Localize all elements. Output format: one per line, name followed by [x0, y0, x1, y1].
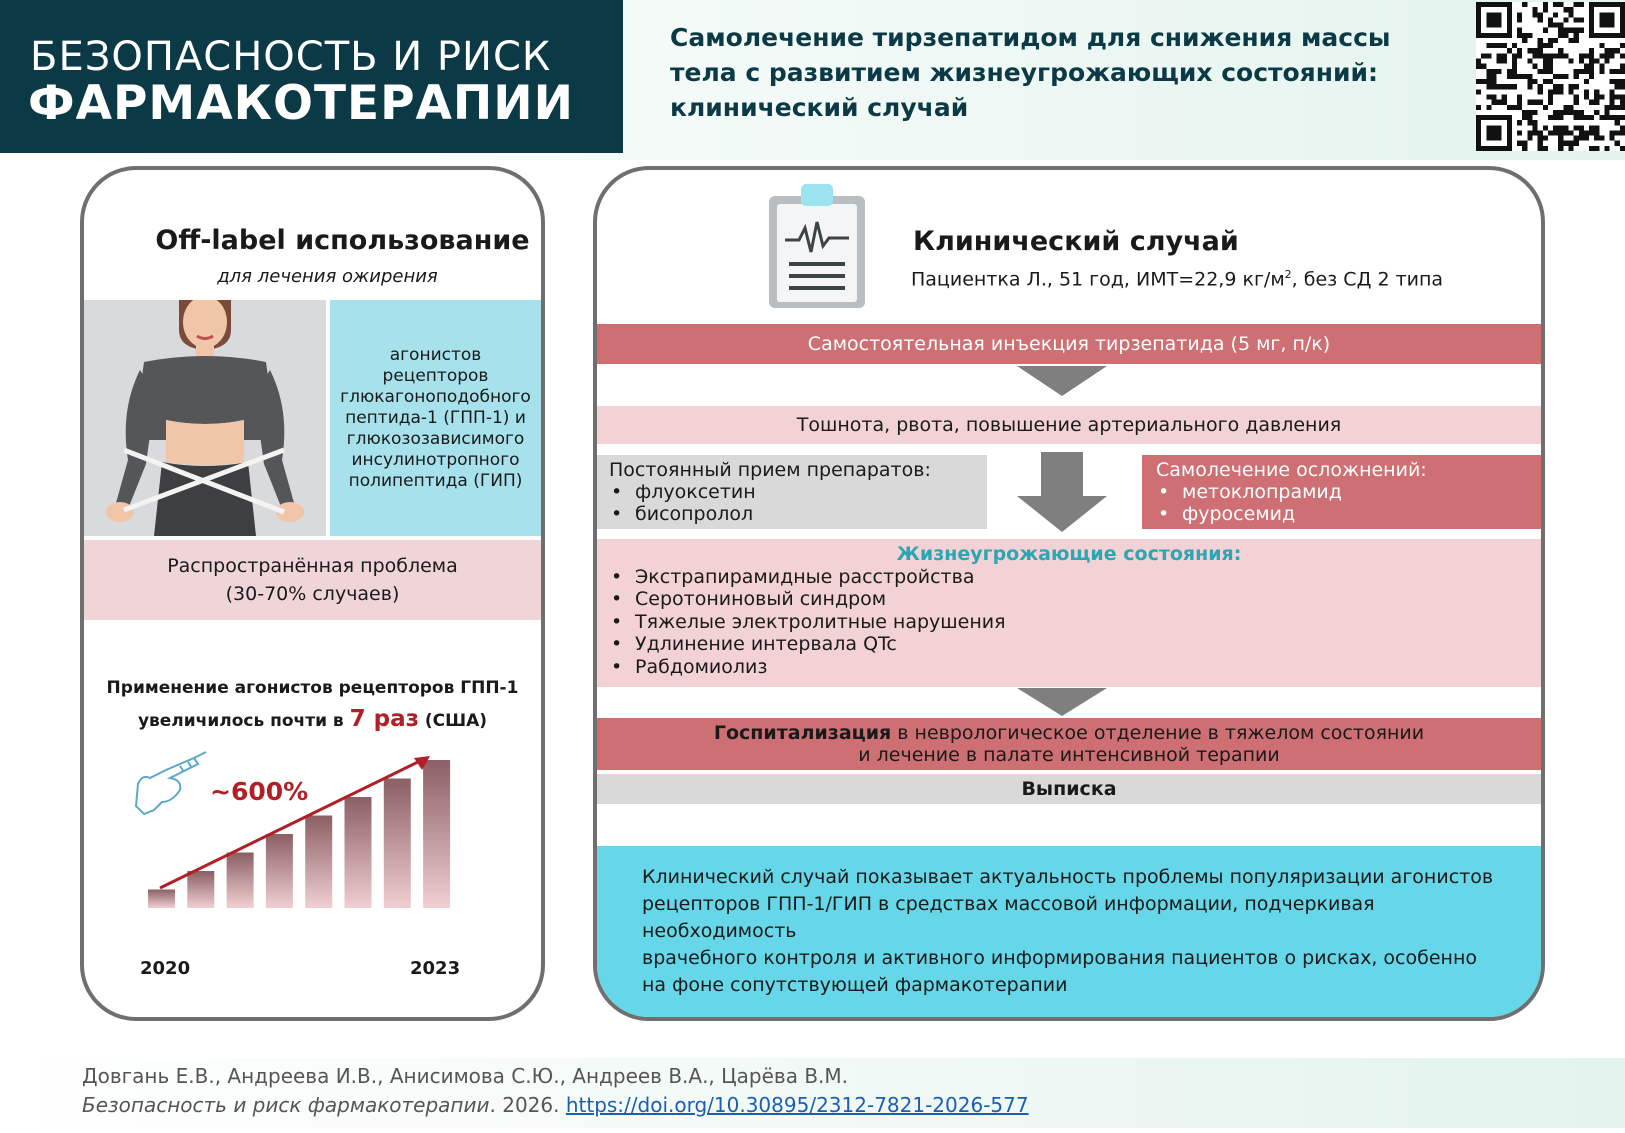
- self-item: • фуросемид: [1156, 503, 1528, 525]
- citation-year: . 2026.: [489, 1093, 566, 1117]
- meds-title: Постоянный прием препаратов:: [609, 459, 931, 481]
- hosp-bold: Госпитализация: [713, 722, 892, 744]
- step-discharge: Выписка: [597, 774, 1541, 804]
- danger-item: • Удлинение интервала QTc: [609, 633, 1529, 656]
- qr-code-icon[interactable]: [1476, 2, 1625, 151]
- step-symptoms: Тошнота, рвота, повышение артериального давления: [597, 406, 1541, 444]
- arrow-down-icon: [1017, 366, 1107, 400]
- year-start-label: 2020: [140, 958, 191, 979]
- growth-statement: [84, 673, 541, 737]
- med-item: • бисопролол: [609, 503, 975, 525]
- self-title: Самолечение осложнений:: [1156, 459, 1427, 481]
- growth-line1: Применение агонистов рецепторов ГПП-1: [106, 678, 519, 698]
- case-title: Клинический случай: [913, 226, 1239, 257]
- prevalence-line1: Распространённая проблема: [167, 555, 458, 577]
- med-item: • флуоксетин: [609, 481, 975, 503]
- growth-line2: [84, 704, 541, 737]
- page-title: Самолечение тирзепатидом для снижения массы тела с развитием жизнеугрожающих состояний: клинический случай: [670, 23, 1391, 122]
- danger-item: • Серотониновый синдром: [609, 588, 1529, 611]
- clinical-case-panel: [593, 166, 1545, 1021]
- chart-bar: [345, 797, 372, 908]
- year-end-label: 2023: [410, 958, 461, 979]
- step-hospitalization: [597, 718, 1541, 770]
- journal-name-line2: ФАРМАКОТЕРАПИИ: [28, 76, 574, 131]
- off-label-subtitle: для лечения ожирения: [217, 266, 438, 287]
- growth-multiplier: 7 раз: [349, 706, 419, 732]
- chart-bar: [227, 853, 254, 909]
- chart-bar: [266, 834, 293, 908]
- conclusion-line: врачебного контроля и активного информирования пациентов о рисках, особенно: [642, 947, 1477, 969]
- arrow-down-icon: [1017, 688, 1107, 718]
- patient-description: [911, 268, 1443, 290]
- hand-syringe-icon: [136, 752, 206, 814]
- prevalence-box: [84, 540, 541, 620]
- life-threatening-box: [597, 539, 1541, 687]
- hosp-line2: и лечение в палате интенсивной терапии: [858, 744, 1280, 766]
- hosp-rest: в неврологическое отделение в тяжелом состоянии: [891, 722, 1425, 744]
- growth-bar-chart: [124, 750, 524, 980]
- conclusion-line: на фоне сопутствующей фармакотерапии: [642, 974, 1068, 996]
- journal-logo: [0, 0, 623, 153]
- growth-percent-label: ~600%: [210, 777, 309, 806]
- off-label-title: Off-label использование: [155, 225, 530, 256]
- chart-bar: [187, 871, 214, 908]
- permanent-medications-box: [597, 455, 987, 529]
- danger-item: • Рабдомиолиз: [609, 656, 1529, 679]
- chart-bar: [384, 779, 411, 909]
- clipboard-ecg-icon: [763, 180, 873, 310]
- step-injection: Самостоятельная инъекция тирзепатида (5 мг, п/к): [597, 324, 1541, 364]
- citation: [82, 1093, 1029, 1117]
- journal-name-line1: БЕЗОПАСНОСТЬ И РИСК: [30, 34, 552, 80]
- self-treatment-box: [1142, 455, 1542, 529]
- off-label-panel: [80, 166, 545, 1021]
- chart-bar: [148, 890, 175, 909]
- agonist-description: агонистов рецепторов глюкагоноподобного пептида-1 (ГПП-1) и глюкозозависимого инсулинотропного полипептида (ГИП): [330, 300, 541, 536]
- growth-line2-pre: увеличилось почти в: [137, 711, 350, 731]
- doi-link[interactable]: https://doi.org/10.30895/2312-7821-2026-577: [565, 1093, 1029, 1117]
- woman-measuring-waist-icon: [84, 300, 326, 536]
- patient-desc-post: , без СД 2 типа: [1291, 268, 1444, 291]
- chart-bar: [305, 816, 332, 909]
- danger-item: • Тяжелые электролитные нарушения: [609, 611, 1529, 634]
- patient-desc-sup: 2: [1284, 268, 1292, 281]
- prevalence-line2: (30-70% случаев): [225, 583, 400, 605]
- authors: Довгань Е.В., Андреева И.В., Анисимова С.Ю., Андреев В.А., Царёва В.М.: [82, 1064, 849, 1088]
- growth-line2-post: (США): [418, 711, 488, 731]
- conclusion-line: Клинический случай показывает актуальность проблемы популяризации агонистов: [642, 866, 1494, 888]
- arrow-down-large-icon: [1017, 452, 1107, 534]
- patient-desc-main: Пациентка Л., 51 год, ИМТ=22,9 кг/м: [911, 268, 1285, 291]
- conclusion-box: [597, 846, 1541, 1021]
- self-item: • метоклопрамид: [1156, 481, 1528, 503]
- danger-title: Жизнеугрожающие состояния:: [896, 543, 1242, 565]
- danger-item: • Экстрапирамидные расстройства: [609, 566, 1529, 589]
- conclusion-line: рецепторов ГПП-1/ГИП в средствах массовой информации, подчеркивая необходимость: [642, 893, 1375, 942]
- citation-journal: Безопасность и риск фармакотерапии: [82, 1093, 490, 1117]
- chart-bar: [423, 760, 450, 908]
